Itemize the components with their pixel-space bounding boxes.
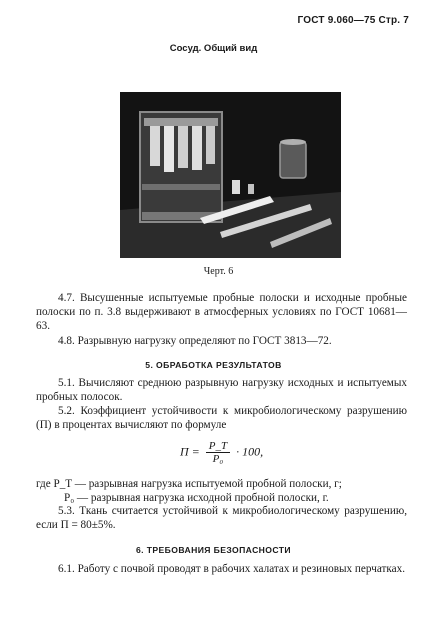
paragraph-4-8: 4.8. Разрывную нагрузку определяют по ГОСТ 3813—72. <box>58 335 332 347</box>
paragraph-5-1: 5.1. Вычисляют среднюю разрывную нагрузку исходных и испытуемых пробных полосок. <box>36 377 407 404</box>
where-line-2: P₀ — разрывная нагрузка исходной пробной полоски, г. <box>64 492 329 504</box>
section-6-heading: 6. ТРЕБОВАНИЯ БЕЗОПАСНОСТИ <box>135 545 291 555</box>
vessel-photo <box>120 92 341 258</box>
formula <box>180 440 263 465</box>
vessel-photo-graphic <box>120 92 341 258</box>
paragraph-6-1: 6.1. Работу с почвой проводят в рабочих халатах и резиновых перчатках. <box>58 563 406 575</box>
formula-lhs: П = <box>180 444 200 459</box>
page-header: ГОСТ 9.060—75 Стр. 7 <box>297 15 409 26</box>
formula-denominator: P₀ <box>212 453 224 465</box>
figure-title: Сосуд. Общий вид <box>169 43 258 54</box>
formula-numerator: P_T <box>206 440 230 453</box>
where-line-1: где P_T — разрывная нагрузка испытуемой пробной полоски, г; <box>36 478 342 490</box>
paragraph-4-7: 4.7. Высушенные испытуемые пробные полоски и исходные пробные полоски по п. 3.8 выдерживают в атмосферных условиях по ГОСТ 10681—63. <box>36 292 407 333</box>
paragraph-5-3: 5.3. Ткань считается устойчивой к микробиологическому разрушению, если П = 80±5%. <box>36 505 407 532</box>
section-5-heading: 5. ОБРАБОТКА РЕЗУЛЬТАТОВ <box>145 360 282 370</box>
paragraph-5-2: 5.2. Коэффициент устойчивости к микробиологическому разрушению (П) в процентах вычисляют по формуле <box>36 405 407 432</box>
formula-fraction <box>206 440 230 465</box>
figure-caption: Черт. 6 <box>203 266 234 277</box>
formula-rhs: · 100, <box>236 444 264 459</box>
